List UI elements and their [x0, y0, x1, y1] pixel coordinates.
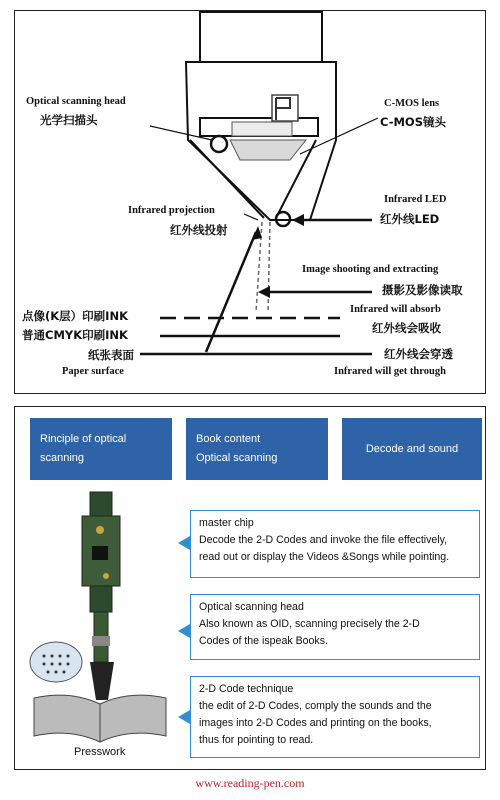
callout-2-line-2: Also known as OID, scanning precisely the 2-D — [199, 618, 420, 630]
ir-absorb-label-cn: 红外线会吸收 — [372, 321, 441, 335]
callout-3-line-1: 2-D Code technique — [199, 683, 294, 695]
optical-head-marker — [211, 136, 227, 152]
ir-led-label-en: Infrared LED — [384, 194, 447, 205]
presswork-label: Presswork — [74, 746, 126, 758]
step-2-line-2: Optical scanning — [196, 452, 278, 464]
image-shooting-label-cn: 摄影及影像读取 — [382, 283, 463, 297]
cmos-label-cn: C-MOS镜头 — [380, 115, 446, 129]
callout-3-line-4: thus for pointing to read. — [199, 734, 314, 746]
pen-tip — [90, 662, 114, 700]
pen-board-illustration — [20, 486, 180, 766]
ir-absorb-label-en: Infrared will absorb — [350, 304, 441, 315]
callout-2-line-3: Codes of the ispeak Books. — [199, 635, 328, 647]
optical-head-label-cn: 光学扫描头 — [40, 113, 98, 127]
callout-2-pointer — [178, 624, 190, 638]
callout-optical-head — [190, 594, 480, 660]
paper-label-en: Paper surface — [62, 366, 124, 377]
ir-through-label-en: Infrared will get through — [334, 366, 446, 377]
ir-through-label-cn: 红外线会穿透 — [384, 347, 453, 361]
image-shooting-label-en: Image shooting and extracting — [302, 264, 439, 275]
callout-1-pointer — [178, 536, 190, 550]
callout-1-line-1: master chip — [199, 517, 254, 529]
step-optical-scanning — [30, 418, 172, 480]
cmyk-ink-label: 普通CMYK印刷INK — [22, 328, 128, 342]
callout-2d-code — [190, 676, 480, 758]
callout-2-line-1: Optical scanning head — [199, 601, 304, 613]
step-1-line-1: Rinciple of optical — [40, 433, 127, 445]
callout-1-line-2: Decode the 2-D Codes and invoke the file effectively, — [199, 534, 448, 546]
footer-url: www.reading-pen.com — [195, 776, 305, 790]
optical-head-label-en: Optical scanning head — [26, 96, 126, 107]
dot-pattern-bubble — [30, 642, 82, 682]
callout-3-line-3: images into 2-D Codes and printing on the books, — [199, 717, 432, 729]
paper-label-cn: 纸张表面 — [88, 348, 134, 362]
cmos-lens — [230, 140, 306, 160]
pen-top-section — [200, 12, 322, 62]
step-3-line-1: Decode and sound — [365, 442, 459, 455]
callout-master-chip — [190, 510, 480, 578]
callout-1-line-3: read out or display the Videos &Songs while pointing. — [199, 551, 450, 563]
led-arrow-head — [292, 214, 304, 226]
callout-3-pointer — [178, 710, 190, 724]
step-book-content — [186, 418, 328, 480]
step-2-line-1: Book content — [196, 433, 261, 445]
cmos-label-en: C-MOS lens — [384, 98, 440, 109]
step-decode-and-sound — [342, 418, 482, 480]
callout-3-line-2: the edit of 2-D Codes, comply the sounds and the — [199, 700, 432, 712]
ir-projection-label-cn: 红外线投射 — [170, 223, 228, 237]
ir-led-label-cn: 红外线LED — [380, 212, 440, 226]
k-layer-ink-label: 点像(K层）印刷INK — [22, 309, 128, 323]
ir-projection-label-en: Infrared projection — [128, 205, 215, 216]
step-1-line-2: scanning — [40, 452, 85, 464]
